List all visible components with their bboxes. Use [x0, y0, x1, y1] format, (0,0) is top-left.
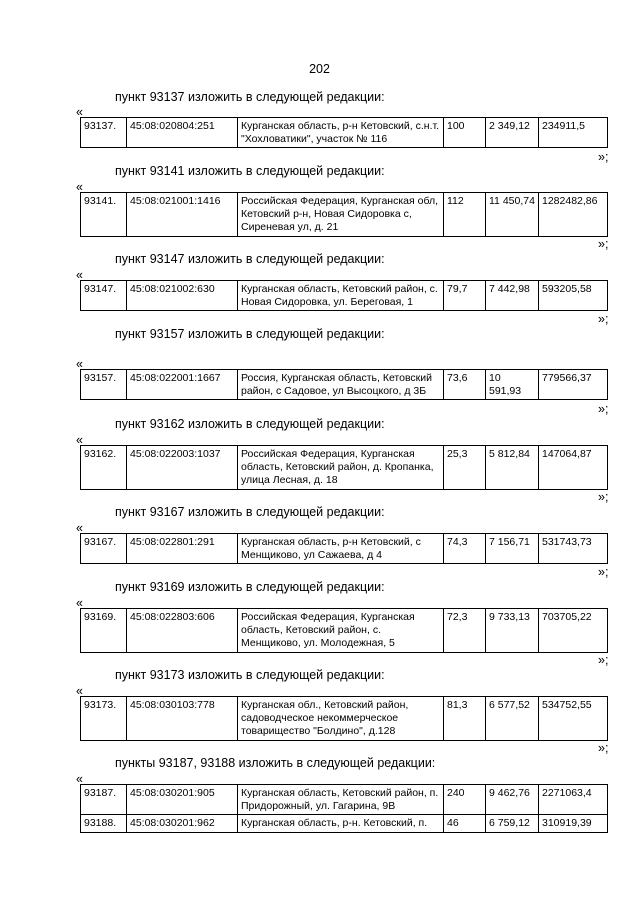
close-quote: »;: [598, 741, 609, 755]
table-row: [81, 534, 608, 564]
row-number-cell: 93141.: [81, 193, 127, 237]
value-cell: 310919,39: [539, 815, 608, 833]
close-quote: »;: [598, 312, 609, 326]
close-quote: »;: [598, 150, 609, 164]
address-cell: Курганская обл., Кетовский район, садоводческое некоммерческое товарищество "Болдино", д.128: [238, 697, 444, 741]
cadastral-number-cell: 45:08:022803:606: [127, 609, 238, 653]
open-quote: «: [76, 357, 83, 371]
table-row: [81, 815, 608, 833]
cadastral-number-cell: 45:08:020804:251: [127, 118, 238, 148]
row-number-cell: 93147.: [81, 281, 127, 311]
address-cell: Курганская область, Кетовский район, с. Новая Сидоровка, ул. Береговая, 1: [238, 281, 444, 311]
rate-cell: 5 812,84: [486, 446, 539, 490]
table-row: [81, 118, 608, 148]
rate-cell: 6 577,52: [486, 697, 539, 741]
table-row: [81, 609, 608, 653]
row-number-cell: 93167.: [81, 534, 127, 564]
address-cell: Россия, Курганская область, Кетовский район, с Садовое, ул Высоцкого, д 3Б: [238, 370, 444, 400]
section-table: [80, 280, 608, 311]
open-quote: «: [76, 433, 83, 447]
table-row: [81, 193, 608, 237]
section-table: [80, 117, 608, 148]
section-table: [80, 445, 608, 490]
open-quote: «: [76, 521, 83, 535]
rate-cell: 10 591,93: [486, 370, 539, 400]
address-cell: Курганская область, р-н Кетовский, с Менщиково, ул Сажаева, д 4: [238, 534, 444, 564]
row-number-cell: 93173.: [81, 697, 127, 741]
value-cell: 593205,58: [539, 281, 608, 311]
table-row: [81, 697, 608, 741]
section-intro: пункт 93147 изложить в следующей редакции:: [115, 252, 385, 266]
cadastral-number-cell: 45:08:021002:630: [127, 281, 238, 311]
close-quote: »;: [598, 565, 609, 579]
cadastral-number-cell: 45:08:021001:1416: [127, 193, 238, 237]
rate-cell: 7 156,71: [486, 534, 539, 564]
area-cell: 73,6: [444, 370, 486, 400]
area-cell: 72,3: [444, 609, 486, 653]
rate-cell: 7 442,98: [486, 281, 539, 311]
page-number: 202: [309, 62, 330, 76]
row-number-cell: 93157.: [81, 370, 127, 400]
row-number-cell: 93137.: [81, 118, 127, 148]
address-cell: Российская Федерация, Курганская область, Кетовский район, д. Кропанка, улица Лесная, д. 18: [238, 446, 444, 490]
rate-cell: 9 462,76: [486, 785, 539, 815]
table-row: [81, 785, 608, 815]
area-cell: 25,3: [444, 446, 486, 490]
row-number-cell: 93162.: [81, 446, 127, 490]
section-intro: пункт 93173 изложить в следующей редакции:: [115, 668, 385, 682]
section-table: [80, 696, 608, 741]
close-quote: »;: [598, 490, 609, 504]
open-quote: «: [76, 105, 83, 119]
address-cell: Российская Федерация, Курганская обл, Кетовский р-н, Новая Сидоровка с, Сиреневая ул, д. 21: [238, 193, 444, 237]
value-cell: 703705,22: [539, 609, 608, 653]
table-row: [81, 281, 608, 311]
section-table: [80, 192, 608, 237]
close-quote: »;: [598, 653, 609, 667]
row-number-cell: 93169.: [81, 609, 127, 653]
section-intro: пункт 93162 изложить в следующей редакции:: [115, 417, 385, 431]
address-cell: Курганская область, Кетовский район, п. Придорожный, ул. Гагарина, 9В: [238, 785, 444, 815]
open-quote: «: [76, 596, 83, 610]
rate-cell: 2 349,12: [486, 118, 539, 148]
section-intro: пункт 93169 изложить в следующей редакции:: [115, 580, 385, 594]
cadastral-number-cell: 45:08:030103:778: [127, 697, 238, 741]
row-number-cell: 93187.: [81, 785, 127, 815]
row-number-cell: 93188.: [81, 815, 127, 833]
table-row: [81, 370, 608, 400]
area-cell: 112: [444, 193, 486, 237]
cadastral-number-cell: 45:08:022001:1667: [127, 370, 238, 400]
cadastral-number-cell: 45:08:022003:1037: [127, 446, 238, 490]
open-quote: «: [76, 268, 83, 282]
close-quote: »;: [598, 402, 609, 416]
area-cell: 100: [444, 118, 486, 148]
cadastral-number-cell: 45:08:030201:962: [127, 815, 238, 833]
close-quote: »;: [598, 237, 609, 251]
section-intro: пункт 93157 изложить в следующей редакции:: [115, 327, 385, 341]
address-cell: Курганская область, р-н. Кетовский, п.: [238, 815, 444, 833]
rate-cell: 9 733,13: [486, 609, 539, 653]
table-row: [81, 446, 608, 490]
cadastral-number-cell: 45:08:030201:905: [127, 785, 238, 815]
open-quote: «: [76, 684, 83, 698]
section-intro: пункты 93187, 93188 изложить в следующей редакции:: [115, 756, 436, 770]
value-cell: 534752,55: [539, 697, 608, 741]
section-intro: пункт 93167 изложить в следующей редакции:: [115, 505, 385, 519]
area-cell: 81,3: [444, 697, 486, 741]
value-cell: 1282482,86: [539, 193, 608, 237]
section-intro: пункт 93141 изложить в следующей редакции:: [115, 164, 385, 178]
area-cell: 46: [444, 815, 486, 833]
value-cell: 2271063,4: [539, 785, 608, 815]
value-cell: 147064,87: [539, 446, 608, 490]
area-cell: 74,3: [444, 534, 486, 564]
section-table: [80, 608, 608, 653]
area-cell: 240: [444, 785, 486, 815]
address-cell: Российская Федерация, Курганская область, Кетовский район, с. Менщиково, ул. Молодежная, 5: [238, 609, 444, 653]
section-table: [80, 533, 608, 564]
value-cell: 234911,5: [539, 118, 608, 148]
rate-cell: 6 759,12: [486, 815, 539, 833]
rate-cell: 11 450,74: [486, 193, 539, 237]
section-table: [80, 784, 608, 833]
address-cell: Курганская область, р-н Кетовский, с.н.т. "Хохловатики", участок № 116: [238, 118, 444, 148]
value-cell: 779566,37: [539, 370, 608, 400]
section-table: [80, 369, 608, 400]
area-cell: 79,7: [444, 281, 486, 311]
cadastral-number-cell: 45:08:022801:291: [127, 534, 238, 564]
value-cell: 531743,73: [539, 534, 608, 564]
open-quote: «: [76, 772, 83, 786]
open-quote: «: [76, 180, 83, 194]
section-intro: пункт 93137 изложить в следующей редакции:: [115, 90, 385, 104]
